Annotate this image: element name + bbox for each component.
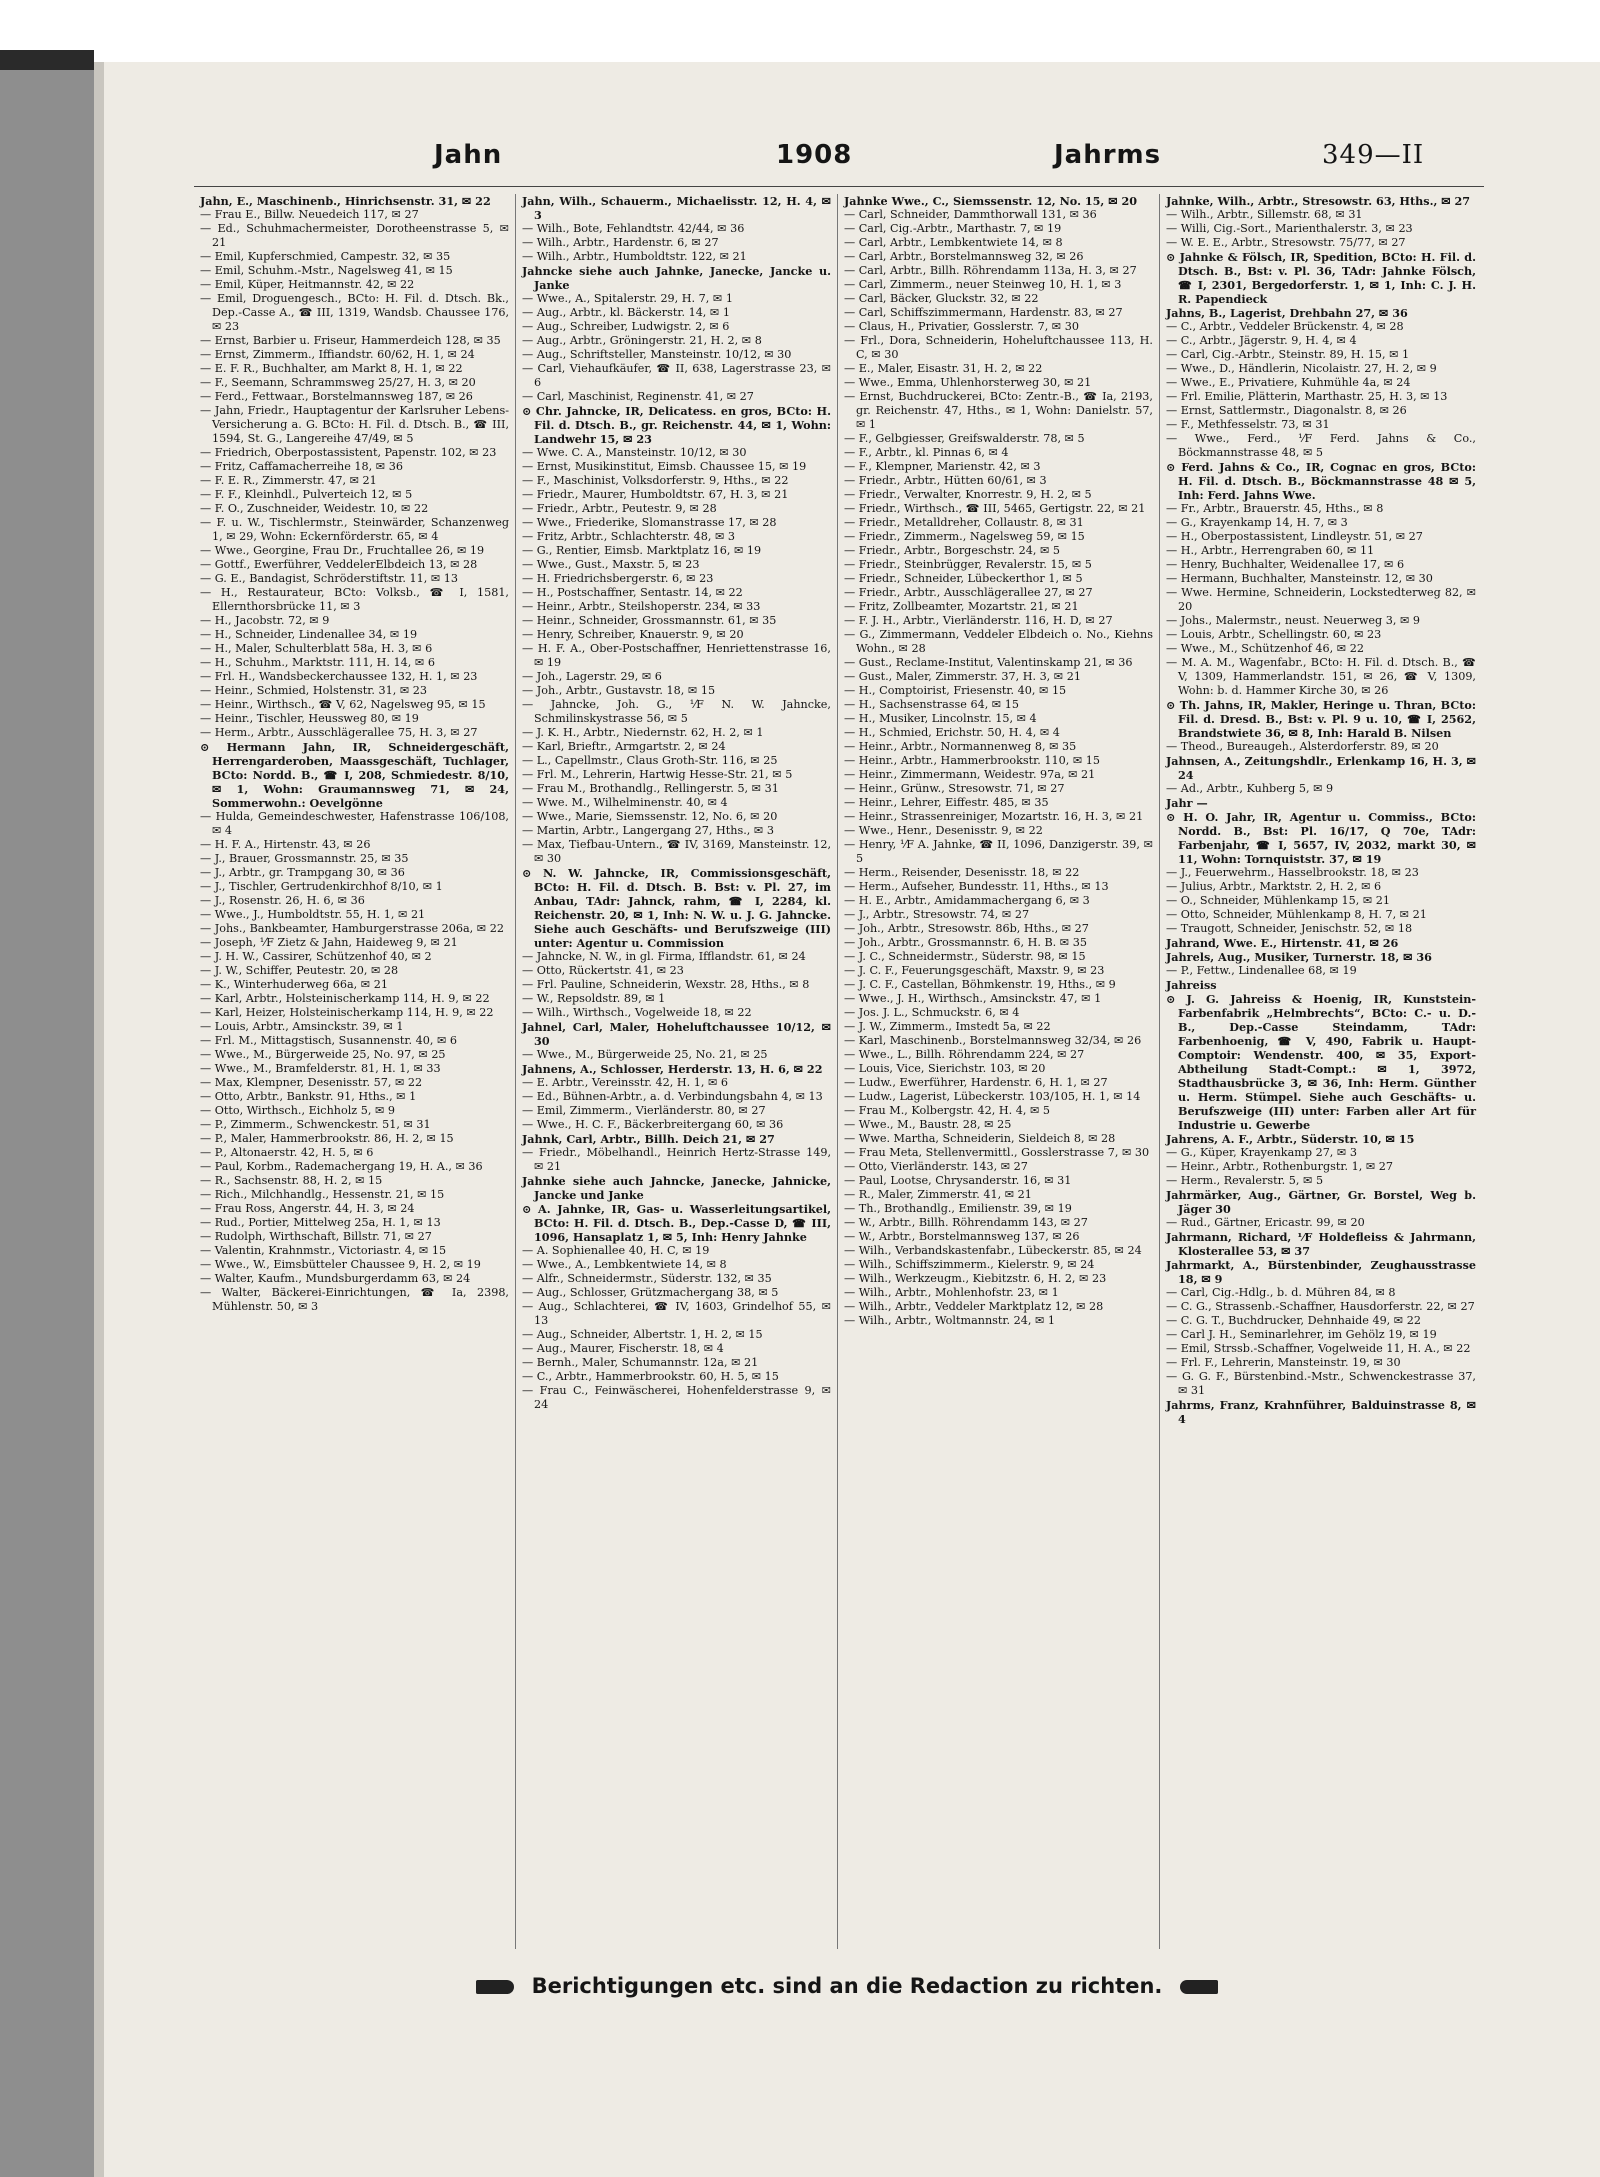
- directory-entry: — Wwe. C. A., Mansteinstr. 10/12, ✉ 30: [522, 446, 747, 459]
- directory-entry: — F., Gelbgiesser, Greifswalderstr. 78, ✉ 5: [844, 432, 1085, 445]
- directory-entry: — Julius, Arbtr., Marktstr. 2, H. 2, ✉ 6: [1166, 880, 1382, 893]
- directory-entry: — Traugott, Schneider, Jenischstr. 52, ✉ 18: [1166, 922, 1413, 935]
- directory-entry: — Max, Klempner, Desenisstr. 57, ✉ 22: [200, 1076, 423, 1089]
- directory-entry: — P., Fettw., Lindenallee 68, ✉ 19: [1166, 964, 1357, 977]
- directory-entry: — A. Sophienallee 40, H. C, ✉ 19: [522, 1244, 710, 1257]
- directory-entry: Jahnens, A., Schlosser, Herderstr. 13, H. 6, ✉ 22: [522, 1062, 823, 1076]
- directory-entry: ⊙ Jahnke & Fölsch, IR, Spedition, BCto: H. Fil. d. Dtsch. B., Bst: v. Pl. 36, TAdr: Jahnke Fölsch, ☎ I, 2301, Bergedorferstr. 1, ✉ 1, Inh: C. J. H. R. Papendieck: [1166, 250, 1476, 306]
- directory-entry: — Wwe., M., Baustr. 28, ✉ 25: [844, 1118, 1012, 1131]
- directory-entry: — Wilh., Arbtr., Woltmannstr. 24, ✉ 1: [844, 1314, 1056, 1327]
- directory-entry: — Fritz, Zollbeamter, Mozartstr. 21, ✉ 21: [844, 600, 1079, 613]
- directory-entry: — J., Rosenstr. 26, H. 6, ✉ 36: [200, 894, 365, 907]
- directory-entry: — W., Repsoldstr. 89, ✉ 1: [522, 992, 666, 1005]
- directory-entry: — Otto, Schneider, Mühlenkamp 8, H. 7, ✉ 21: [1166, 908, 1427, 921]
- directory-entry: — C. G. T., Buchdrucker, Dehnhaide 49, ✉ 22: [1166, 1314, 1421, 1327]
- directory-entry: — Wilh., Arbtr., Veddeler Marktplatz 12, ✉ 28: [844, 1300, 1104, 1313]
- column-3: [838, 194, 1160, 1949]
- directory-entry: — Rud., Portier, Mittelweg 25a, H. 1, ✉ 13: [200, 1216, 441, 1229]
- directory-entry: — W., Arbtr., Borstelmannsweg 137, ✉ 26: [844, 1230, 1080, 1243]
- directory-entry: Jahrand, Wwe. E., Hirtenstr. 41, ✉ 26: [1166, 936, 1399, 950]
- directory-entry: — Karl, Heizer, Holsteinischerkamp 114, H. 9, ✉ 22: [200, 1006, 494, 1019]
- directory-entry: — H. Friedrichsbergerstr. 6, ✉ 23: [522, 572, 714, 585]
- directory-entry: — J., Brauer, Grossmannstr. 25, ✉ 35: [200, 852, 409, 865]
- directory-entry: Jahnke siehe auch Jahncke, Janecke, Jahnicke, Jancke und Janke: [522, 1174, 831, 1202]
- directory-entry: — Wilh., Bote, Fehlandtstr. 42/44, ✉ 36: [522, 222, 745, 235]
- directory-entry: — Karl, Brieftr., Armgartstr. 2, ✉ 24: [522, 740, 726, 753]
- directory-entry: — J. W., Schiffer, Peutestr. 20, ✉ 28: [200, 964, 399, 977]
- directory-entry: — E., Maler, Eisastr. 31, H. 2, ✉ 22: [844, 362, 1043, 375]
- directory-entry: Jahnke Wwe., C., Siemssenstr. 12, No. 15, ✉ 20: [844, 194, 1138, 208]
- directory-entry: — F. O., Zuschneider, Weidestr. 10, ✉ 22: [200, 502, 429, 515]
- directory-entry: — Friedr., Wirthsch., ☎ III, 5465, Gertigstr. 22, ✉ 21: [844, 502, 1146, 515]
- directory-entry: — Frl. F., Lehrerin, Mansteinstr. 19, ✉ 30: [1166, 1356, 1401, 1369]
- directory-entry: — Carl, Viehaufkäufer, ☎ II, 638, Lagerstrasse 23, ✉ 6: [522, 362, 831, 389]
- directory-entry: — Wwe., A., Spitalerstr. 29, H. 7, ✉ 1: [522, 292, 733, 305]
- directory-entry: — Joh., Arbtr., Grossmannstr. 6, H. B. ✉ 35: [844, 936, 1087, 949]
- directory-entry: — J., Feuerwehrm., Hasselbrookstr. 18, ✉ 23: [1166, 866, 1419, 879]
- header-last-name: Jahrms: [1054, 140, 1162, 170]
- directory-entry: — Walter, Bäckerei-Einrichtungen, ☎ Ia, 2398, Mühlenstr. 50, ✉ 3: [200, 1286, 509, 1313]
- directory-entry: — Otto, Wirthsch., Eichholz 5, ✉ 9: [200, 1104, 396, 1117]
- directory-entry: — Claus, H., Privatier, Gosslerstr. 7, ✉ 30: [844, 320, 1079, 333]
- directory-entry: — Ernst, Barbier u. Friseur, Hammerdeich 128, ✉ 35: [200, 334, 501, 347]
- directory-entry: — Frl. M., Lehrerin, Hartwig Hesse-Str. 21, ✉ 5: [522, 768, 793, 781]
- directory-entry: — Theod., Bureaugeh., Alsterdorferstr. 89, ✉ 20: [1166, 740, 1439, 753]
- directory-entry: — H., Sachsenstrasse 64, ✉ 15: [844, 698, 1019, 711]
- directory-entry: — Wilh., Schiffszimmerm., Kielerstr. 9, ✉ 24: [844, 1258, 1095, 1271]
- directory-entry: — H. F. A., Hirtenstr. 43, ✉ 26: [200, 838, 371, 851]
- directory-entry: — Walter, Kaufm., Mundsburgerdamm 63, ✉ 24: [200, 1272, 471, 1285]
- directory-entry: — Friedr., Arbtr., Peutestr. 9, ✉ 28: [522, 502, 717, 515]
- directory-entry: Jahreiss: [1166, 978, 1217, 992]
- directory-entry: — P., Altonaerstr. 42, H. 5, ✉ 6: [200, 1146, 374, 1159]
- directory-entry: — Wwe., Henr., Desenisstr. 9, ✉ 22: [844, 824, 1043, 837]
- directory-entry: — Hulda, Gemeindeschwester, Hafenstrasse 106/108, ✉ 4: [200, 810, 509, 837]
- directory-entry: — Frl. H., Wandsbeckerchaussee 132, H. 1, ✉ 23: [200, 670, 478, 683]
- directory-entry: — F. F., Kleinhdl., Pulverteich 12, ✉ 5: [200, 488, 413, 501]
- directory-entry: — J., Arbtr., Stresowstr. 74, ✉ 27: [844, 908, 1030, 921]
- directory-entry: — Wwe., M., Schützenhof 46, ✉ 22: [1166, 642, 1364, 655]
- directory-entry: Jahn, Wilh., Schauerm., Michaelisstr. 12, H. 4, ✉ 3: [522, 194, 831, 222]
- directory-entry: — Carl, Schiffszimmermann, Hardenstr. 83, ✉ 27: [844, 306, 1123, 319]
- directory-entry: — R., Sachsenstr. 88, H. 2, ✉ 15: [200, 1174, 383, 1187]
- directory-entry: — Heinr., Zimmermann, Weidestr. 97a, ✉ 21: [844, 768, 1096, 781]
- directory-entry: — G. E., Bandagist, Schröderstiftstr. 11, ✉ 13: [200, 572, 459, 585]
- directory-entry: — Friedr., Steinbrügger, Revalerstr. 15, ✉ 5: [844, 558, 1092, 571]
- directory-entry: — Friedr., Arbtr., Hütten 60/61, ✉ 3: [844, 474, 1047, 487]
- directory-entry: — Wwe., Ferd., ⅟F Ferd. Jahns & Co., Böckmannstrasse 48, ✉ 5: [1166, 432, 1476, 459]
- directory-entry: — Aug., Schreiber, Ludwigstr. 2, ✉ 6: [522, 320, 730, 333]
- directory-entry: — J. K. H., Arbtr., Niedernstr. 62, H. 2, ✉ 1: [522, 726, 764, 739]
- directory-entry: — Ludw., Lagerist, Lübeckerstr. 103/105, H. 1, ✉ 14: [844, 1090, 1141, 1103]
- directory-entry: — Carl, Arbtr., Borstelmannsweg 32, ✉ 26: [844, 250, 1084, 263]
- directory-entry: — F., Maschinist, Volksdorferstr. 9, Hths., ✉ 22: [522, 474, 789, 487]
- directory-entry: — Ludw., Ewerführer, Hardenstr. 6, H. 1, ✉ 27: [844, 1076, 1108, 1089]
- directory-entry: — Joh., Arbtr., Gustavstr. 18, ✉ 15: [522, 684, 716, 697]
- directory-entry: — C. G., Strassenb.-Schaffner, Hausdorferstr. 22, ✉ 27: [1166, 1300, 1475, 1313]
- directory-entry: — Frl. M., Mittagstisch, Susannenstr. 40, ✉ 6: [200, 1034, 458, 1047]
- directory-entry: — Wilh., Arbtr., Humboldtstr. 122, ✉ 21: [522, 250, 747, 263]
- column-4: [1160, 194, 1482, 1949]
- pointing-hand-right-icon: [1180, 1980, 1218, 1994]
- directory-entry: — Carl, Arbtr., Lembkentwiete 14, ✉ 8: [844, 236, 1063, 249]
- directory-entry: — H., Postschaffner, Sentastr. 14, ✉ 22: [522, 586, 743, 599]
- directory-entry: Jahrmarkt, A., Bürstenbinder, Zeughausstrasse 18, ✉ 9: [1166, 1258, 1476, 1286]
- directory-entry: — H., Maler, Schulterblatt 58a, H. 3, ✉ 6: [200, 642, 433, 655]
- directory-entry: — Alfr., Schneidermstr., Süderstr. 132, ✉ 35: [522, 1272, 772, 1285]
- directory-entry: — Wwe., J. H., Wirthsch., Amsinckstr. 47, ✉ 1: [844, 992, 1102, 1005]
- directory-entry: — Frau E., Billw. Neuedeich 117, ✉ 27: [200, 208, 419, 221]
- footer-text: Berichtigungen etc. sind an die Redaction zu richten.: [531, 1974, 1163, 1998]
- directory-entry: — K., Winterhuderweg 66a, ✉ 21: [200, 978, 388, 991]
- column-1: [194, 194, 516, 1949]
- directory-entry: ⊙ Hermann Jahn, IR, Schneidergeschäft, Herrengarderoben, Maassgeschäft, Tuchlager, BCto: Nordd. B., ☎ I, 208, Schmiedestr. 8/10, ✉ 1, Wohn: Graumannsweg 71, ✉ 24, Sommerwohn.: Oevelgönne: [200, 740, 509, 810]
- directory-entry: — Carl, Maschinist, Reginenstr. 41, ✉ 27: [522, 390, 754, 403]
- directory-entry: — Emil, Schuhm.-Mstr., Nagelsweg 41, ✉ 15: [200, 264, 453, 277]
- directory-entry: — Friedrich, Oberpostassistent, Papenstr. 102, ✉ 23: [200, 446, 497, 459]
- directory-entry: — Wwe., J., Humboldtstr. 55, H. 1, ✉ 21: [200, 908, 426, 921]
- directory-entry: — Fritz, Caffamacherreihe 18, ✉ 36: [200, 460, 403, 473]
- directory-entry: Jahrels, Aug., Musiker, Turnerstr. 18, ✉ 36: [1166, 950, 1432, 964]
- directory-entry: — Valentin, Krahnmstr., Victoriastr. 4, ✉ 15: [200, 1244, 447, 1257]
- directory-entry: — Jahncke, N. W., in gl. Firma, Ifflandstr. 61, ✉ 24: [522, 950, 806, 963]
- directory-entry: — Rich., Milchhandlg., Hessenstr. 21, ✉ 15: [200, 1188, 445, 1201]
- directory-entry: — Wwe., Georgine, Frau Dr., Fruchtallee 26, ✉ 19: [200, 544, 485, 557]
- directory-entry: — W., Arbtr., Billh. Röhrendamm 143, ✉ 27: [844, 1216, 1088, 1229]
- directory-entry: — F. u. W., Tischlermstr., Steinwärder, Schanzenweg 1, ✉ 29, Wohn: Eckernförderstr. 65, ✉ 4: [200, 516, 509, 543]
- directory-entry: — Ernst, Buchdruckerei, BCto: Zentr.-B., ☎ Ia, 2193, gr. Reichenstr. 47, Hths., ✉ 1, Wohn: Danielstr. 57, ✉ 1: [844, 390, 1153, 431]
- directory-entry: — Wilh., Arbtr., Mohlenhofstr. 23, ✉ 1: [844, 1286, 1059, 1299]
- directory-entry: — Otto, Rückertstr. 41, ✉ 23: [522, 964, 684, 977]
- directory-entry: — F. J. H., Arbtr., Vierländerstr. 116, H. D, ✉ 27: [844, 614, 1113, 627]
- directory-entry: — Johs., Bankbeamter, Hamburgerstrasse 206a, ✉ 22: [200, 922, 504, 935]
- directory-entry: — Ed., Schuhmachermeister, Dorotheenstrasse 5, ✉ 21: [200, 222, 509, 249]
- directory-entry: ⊙ N. W. Jahncke, IR, Commissionsgeschäft, BCto: H. Fil. d. Dtsch. B. Bst: v. Pl. 27, im Anbau, TAdr: Jahnck, rahm, ☎ I, 2284, kl. Reichenstr. 20, ✉ 1, Inh: N. W. u. J. G. Jahncke. Siehe auch Geschäfts- und Berufszweige (III) unter: Agentur u. Commission: [522, 866, 831, 950]
- directory-entry: — Ed., Bühnen-Arbtr., a. d. Verbindungsbahn 4, ✉ 13: [522, 1090, 823, 1103]
- page-spine: [94, 62, 104, 2177]
- directory-entry: — W. E. E., Arbtr., Stresowstr. 75/77, ✉ 27: [1166, 236, 1406, 249]
- directory-entry: — Jahncke, Joh. G., ⅟F N. W. Jahncke, Schmilinskystrasse 56, ✉ 5: [522, 698, 831, 725]
- columns-container: [194, 194, 1484, 1949]
- directory-entry: — Rudolph, Wirthschaft, Billstr. 71, ✉ 27: [200, 1230, 432, 1243]
- directory-entry: — Karl, Maschinenb., Borstelmannsweg 32/34, ✉ 26: [844, 1034, 1142, 1047]
- directory-entry: — Paul, Korbm., Rademachergang 19, H. A., ✉ 36: [200, 1160, 483, 1173]
- directory-entry: ⊙ A. Jahnke, IR, Gas- u. Wasserleitungsartikel, BCto: H. Fil. d. Dtsch. B., Dep.-Casse D, ☎ III, 1096, Hansaplatz 1, ✉ 5, Inh: Henry Jahnke: [522, 1202, 831, 1244]
- directory-entry: — Carl, Cig.-Arbtr., Marthastr. 7, ✉ 19: [844, 222, 1062, 235]
- directory-entry: — Frl., Dora, Schneiderin, Hoheluftchaussee 113, H. C, ✉ 30: [844, 334, 1153, 361]
- directory-entry: — Carl J. H., Seminarlehrer, im Gehölz 19, ✉ 19: [1166, 1328, 1437, 1341]
- directory-entry: — Frau M., Brothandlg., Rellingerstr. 5, ✉ 31: [522, 782, 779, 795]
- directory-entry: — Heinr., Lehrer, Eiffestr. 485, ✉ 35: [844, 796, 1049, 809]
- directory-entry: — P., Zimmerm., Schwenckestr. 51, ✉ 31: [200, 1118, 431, 1131]
- directory-entry: Jahn, E., Maschinenb., Hinrichsenstr. 31, ✉ 22: [200, 194, 491, 208]
- directory-entry: — L., Capellmstr., Claus Groth-Str. 116, ✉ 25: [522, 754, 778, 767]
- directory-entry: — H., Restaurateur, BCto: Volksb., ☎ I, 1581, Ellernthorsbrücke 11, ✉ 3: [200, 586, 509, 613]
- directory-entry: — Heinr., Arbtr., Normannenweg 8, ✉ 35: [844, 740, 1077, 753]
- directory-entry: — Bernh., Maler, Schumannstr. 12a, ✉ 21: [522, 1356, 759, 1369]
- directory-entry: — Herm., Arbtr., Ausschlägerallee 75, H. 3, ✉ 27: [200, 726, 478, 739]
- directory-entry: — Aug., Schlosser, Grützmachergang 38, ✉ 5: [522, 1286, 779, 1299]
- directory-entry: — G., Rentier, Eimsb. Marktplatz 16, ✉ 19: [522, 544, 762, 557]
- directory-entry: — M. A. M., Wagenfabr., BCto: H. Fil. d. Dtsch. B., ☎ V, 1309, Hammerlandstr. 151, ✉ 26, ☎ V, 1309, Wohn: b. d. Hammer Kirche 30, ✉ 26: [1166, 656, 1476, 697]
- directory-entry: — Heinr., Arbtr., Steilshoperstr. 234, ✉ 33: [522, 600, 761, 613]
- directory-entry: — Joh., Arbtr., Stresowstr. 86b, Hths., ✉ 27: [844, 922, 1089, 935]
- directory-entry: — Aug., Schneider, Albertstr. 1, H. 2, ✉ 15: [522, 1328, 763, 1341]
- directory-entry: — Friedr., Zimmerm., Nagelsweg 59, ✉ 15: [844, 530, 1085, 543]
- directory-entry: — Wwe., Emma, Uhlenhorsterweg 30, ✉ 21: [844, 376, 1092, 389]
- directory-entry: — Carl, Zimmerm., neuer Steinweg 10, H. 1, ✉ 3: [844, 278, 1122, 291]
- directory-entry: — Wilh., Arbtr., Sillemstr. 68, ✉ 31: [1166, 208, 1363, 221]
- directory-entry: — Heinr., Arbtr., Hammerbrookstr. 110, ✉ 15: [844, 754, 1101, 767]
- directory-entry: — Wwe., L., Billh. Röhrendamm 224, ✉ 27: [844, 1048, 1085, 1061]
- directory-entry: — H. E., Arbtr., Amidammachergang 6, ✉ 3: [844, 894, 1090, 907]
- directory-entry: — Emil, Küper, Heitmannstr. 42, ✉ 22: [200, 278, 415, 291]
- directory-entry: — Wwe., E., Privatiere, Kuhmühle 4a, ✉ 24: [1166, 376, 1411, 389]
- directory-entry: — Wilh., Arbtr., Hardenstr. 6, ✉ 27: [522, 236, 719, 249]
- directory-entry: — Heinr., Wirthsch., ☎ V, 62, Nagelsweg 95, ✉ 15: [200, 698, 486, 711]
- directory-entry: — Frl. Emilie, Plätterin, Marthastr. 25, H. 3, ✉ 13: [1166, 390, 1448, 403]
- directory-entry: — C., Arbtr., Jägerstr. 9, H. 4, ✉ 4: [1166, 334, 1357, 347]
- directory-entry: — E. F. R., Buchhalter, am Markt 8, H. 1, ✉ 22: [200, 362, 463, 375]
- scan-top-margin: [0, 0, 1600, 62]
- directory-entry: — Gottf., Ewerführer, VeddelerElbdeich 13, ✉ 28: [200, 558, 478, 571]
- directory-entry: ⊙ Ferd. Jahns & Co., IR, Cognac en gros, BCto: H. Fil. d. Dtsch. B., Böckmannstrasse 48 ✉ 5, Inh: Ferd. Jahns Wwe.: [1166, 460, 1476, 502]
- column-2: [516, 194, 838, 1949]
- directory-entry: — J. W., Zimmerm., Imstedt 5a, ✉ 22: [844, 1020, 1051, 1033]
- directory-entry: — O., Schneider, Mühlenkamp 15, ✉ 21: [1166, 894, 1391, 907]
- directory-entry: — Joh., Lagerstr. 29, ✉ 6: [522, 670, 662, 683]
- directory-entry: — Carl, Cig.-Arbtr., Steinstr. 89, H. 15, ✉ 1: [1166, 348, 1410, 361]
- directory-entry: — Wwe., A., Lembkentwiete 14, ✉ 8: [522, 1258, 727, 1271]
- directory-entry: Jahrmärker, Aug., Gärtner, Gr. Borstel, Weg b. Jäger 30: [1166, 1188, 1476, 1216]
- directory-entry: — Max, Tiefbau-Untern., ☎ IV, 3169, Mansteinstr. 12, ✉ 30: [522, 838, 831, 865]
- directory-entry: — Heinr., Schmied, Holstenstr. 31, ✉ 23: [200, 684, 428, 697]
- directory-entry: — Wwe., M., Bürgerweide 25, No. 21, ✉ 25: [522, 1048, 768, 1061]
- directory-entry: — G., Krayenkamp 14, H. 7, ✉ 3: [1166, 516, 1348, 529]
- page-footer: [94, 1974, 1600, 1998]
- directory-entry: — Henry, Schreiber, Knauerstr. 9, ✉ 20: [522, 628, 744, 641]
- directory-entry: — Louis, Arbtr., Amsinckstr. 39, ✉ 1: [200, 1020, 404, 1033]
- directory-entry: — C., Arbtr., Veddeler Brückenstr. 4, ✉ 28: [1166, 320, 1404, 333]
- directory-entry: — Wilh., Wirthsch., Vogelweide 18, ✉ 22: [522, 1006, 752, 1019]
- directory-entry: — Wwe. Martha, Schneiderin, Sieldeich 8, ✉ 28: [844, 1132, 1116, 1145]
- directory-entry: — Heinr., Grünw., Stresowstr. 71, ✉ 27: [844, 782, 1065, 795]
- directory-entry: — Aug., Maurer, Fischerstr. 18, ✉ 4: [522, 1342, 724, 1355]
- directory-entry: — J., Tischler, Gertrudenkirchhof 8/10, ✉ 1: [200, 880, 443, 893]
- directory-entry: Jahnel, Carl, Maler, Hoheluftchaussee 10/12, ✉ 30: [522, 1020, 831, 1048]
- directory-entry: — Emil, Kupferschmied, Campestr. 32, ✉ 35: [200, 250, 451, 263]
- directory-entry: — Louis, Arbtr., Schellingstr. 60, ✉ 23: [1166, 628, 1382, 641]
- directory-entry: — Johs., Malermstr., neust. Neuerweg 3, ✉ 9: [1166, 614, 1421, 627]
- directory-entry: — Emil, Strssb.-Schaffner, Vogelweide 11, H. A., ✉ 22: [1166, 1342, 1471, 1355]
- directory-entry: — Friedr., Arbtr., Borgeschstr. 24, ✉ 5: [844, 544, 1061, 557]
- directory-entry: — Aug., Schlachterei, ☎ IV, 1603, Grindelhof 55, ✉ 13: [522, 1300, 831, 1327]
- directory-entry: — Frau C., Feinwäscherei, Hohenfelderstrasse 9, ✉ 24: [522, 1384, 831, 1411]
- header-year: 1908: [776, 140, 853, 170]
- directory-entry: Jahrms, Franz, Krahnführer, Balduinstrasse 8, ✉ 4: [1166, 1398, 1476, 1426]
- directory-entry: — Emil, Zimmerm., Vierländerstr. 80, ✉ 27: [522, 1104, 766, 1117]
- directory-entry: — Hermann, Buchhalter, Mansteinstr. 12, ✉ 30: [1166, 572, 1433, 585]
- directory-entry: — Gust., Reclame-Institut, Valentinskamp 21, ✉ 36: [844, 656, 1133, 669]
- directory-entry: — Friedr., Verwalter, Knorrestr. 9, H. 2, ✉ 5: [844, 488, 1092, 501]
- directory-entry: — Wwe., Friederike, Slomanstrasse 17, ✉ 28: [522, 516, 777, 529]
- directory-entry: — Aug., Arbtr., Gröningerstr. 21, H. 2, ✉ 8: [522, 334, 762, 347]
- directory-entry: ⊙ Chr. Jahncke, IR, Delicatess. en gros, BCto: H. Fil. d. Dtsch. B., gr. Reichenstr. 44, ✉ 1, Wohn: Landwehr 15, ✉ 23: [522, 404, 831, 446]
- directory-entry: — G. G. F., Bürstenbind.-Mstr., Schwenckestrasse 37, ✉ 31: [1166, 1370, 1476, 1397]
- directory-entry: Jahnsen, A., Zeitungshdlr., Erlenkamp 16, H. 3, ✉ 24: [1166, 754, 1476, 782]
- directory-entry: — Friedr., Schneider, Lübeckerthor 1, ✉ 5: [844, 572, 1083, 585]
- directory-entry: — Otto, Vierländerstr. 143, ✉ 27: [844, 1160, 1028, 1173]
- directory-entry: — Aug., Schriftsteller, Mansteinstr. 10/12, ✉ 30: [522, 348, 792, 361]
- directory-entry: — Otto, Arbtr., Bankstr. 91, Hths., ✉ 1: [200, 1090, 417, 1103]
- directory-entry: — Herm., Reisender, Desenisstr. 18, ✉ 22: [844, 866, 1080, 879]
- directory-entry: — Martin, Arbtr., Langergang 27, Hths., ✉ 3: [522, 824, 774, 837]
- directory-entry: — F., Arbtr., kl. Pinnas 6, ✉ 4: [844, 446, 1009, 459]
- directory-entry: — H., Oberpostassistent, Lindleystr. 51, ✉ 27: [1166, 530, 1423, 543]
- directory-entry: Jahncke siehe auch Jahnke, Janecke, Jancke u. Janke: [522, 264, 831, 292]
- directory-entry: Jahrens, A. F., Arbtr., Süderstr. 10, ✉ 15: [1166, 1132, 1415, 1146]
- directory-entry: — Heinr., Tischler, Heussweg 80, ✉ 19: [200, 712, 419, 725]
- directory-entry: — Th., Brothandlg., Emilienstr. 39, ✉ 19: [844, 1202, 1072, 1215]
- directory-entry: — Wwe., M., Bürgerweide 25, No. 97, ✉ 25: [200, 1048, 446, 1061]
- directory-entry: — Gust., Maler, Zimmerstr. 37, H. 3, ✉ 21: [844, 670, 1081, 683]
- directory-entry: Jahrmann, Richard, ⅟F Holdefleiss & Jahrmann, Klosterallee 53, ✉ 37: [1166, 1230, 1476, 1258]
- directory-entry: — H., Schuhm., Marktstr. 111, H. 14, ✉ 6: [200, 656, 435, 669]
- directory-entry: — G., Küper, Krayenkamp 27, ✉ 3: [1166, 1146, 1357, 1159]
- directory-entry: — Carl, Bäcker, Gluckstr. 32, ✉ 22: [844, 292, 1039, 305]
- directory-entry: — Herm., Aufseher, Bundesstr. 11, Hths., ✉ 13: [844, 880, 1109, 893]
- directory-entry: — Wwe., H. C. F., Bäckerbreitergang 60, ✉ 36: [522, 1118, 784, 1131]
- directory-entry: — F. E. R., Zimmerstr. 47, ✉ 21: [200, 474, 377, 487]
- directory-entry: — Friedr., Möbelhandl., Heinrich Hertz-Strasse 149, ✉ 21: [522, 1146, 831, 1173]
- directory-entry: — Wwe., W., Eimsbütteler Chaussee 9, H. 2, ✉ 19: [200, 1258, 481, 1271]
- directory-entry: — Aug., Arbtr., kl. Bäckerstr. 14, ✉ 1: [522, 306, 730, 319]
- directory-entry: — Heinr., Strassenreiniger, Mozartstr. 16, H. 3, ✉ 21: [844, 810, 1144, 823]
- directory-entry: — Friedr., Maurer, Humboldtstr. 67, H. 3, ✉ 21: [522, 488, 789, 501]
- directory-entry: — F., Klempner, Marienstr. 42, ✉ 3: [844, 460, 1041, 473]
- page-header: [94, 140, 1600, 180]
- directory-entry: — J., Arbtr., gr. Trampgang 30, ✉ 36: [200, 866, 405, 879]
- directory-entry: — Jahn, Friedr., Hauptagentur der Karlsruher Lebens-Versicherung a. G. BCto: H. Fil. d. Dtsch. B., ☎ III, 1594, St. G., Langereihe 47/49, ✉ 5: [200, 404, 509, 445]
- page-number: 349—II: [1322, 140, 1425, 170]
- directory-entry: — Fritz, Arbtr., Schlachterstr. 48, ✉ 3: [522, 530, 735, 543]
- directory-entry: — Louis, Vice, Sierichstr. 103, ✉ 20: [844, 1062, 1046, 1075]
- directory-entry: — Friedr., Metalldreher, Collaustr. 8, ✉ 31: [844, 516, 1084, 529]
- directory-entry: — Wwe., Marie, Siemssenstr. 12, No. 6, ✉ 20: [522, 810, 778, 823]
- directory-entry: — Ernst, Zimmerm., Iffiandstr. 60/62, H. 1, ✉ 24: [200, 348, 475, 361]
- directory-entry: — C., Arbtr., Hammerbrookstr. 60, H. 5, ✉ 15: [522, 1370, 779, 1383]
- directory-entry: — Jos. J. L., Schmuckstr. 6, ✉ 4: [844, 1006, 1020, 1019]
- directory-entry: — J. H. W., Cassirer, Schützenhof 40, ✉ 2: [200, 950, 432, 963]
- directory-entry: — Heinr., Schneider, Grossmannstr. 61, ✉ 35: [522, 614, 777, 627]
- directory-entry: — Carl, Schneider, Dammthorwall 131, ✉ 36: [844, 208, 1097, 221]
- directory-entry: — Frau Meta, Stellenvermittl., Gosslerstrasse 7, ✉ 30: [844, 1146, 1150, 1159]
- directory-entry: — G., Zimmermann, Veddeler Elbdeich o. No., Kiehns Wohn., ✉ 28: [844, 628, 1153, 655]
- directory-entry: — R., Maler, Zimmerstr. 41, ✉ 21: [844, 1188, 1032, 1201]
- directory-entry: — H., Arbtr., Herrengraben 60, ✉ 11: [1166, 544, 1375, 557]
- directory-entry: — Heinr., Arbtr., Rothenburgstr. 1, ✉ 27: [1166, 1160, 1393, 1173]
- directory-entry: — Karl, Arbtr., Holsteinischerkamp 114, H. 9, ✉ 22: [200, 992, 490, 1005]
- directory-entry: — Carl, Cig.-Hdlg., b. d. Mühren 84, ✉ 8: [1166, 1286, 1396, 1299]
- directory-entry: — Emil, Droguengesch., BCto: H. Fil. d. Dtsch. Bk., Dep.-Casse A., ☎ III, 1319, Wandsb. Chaussee 176, ✉ 23: [200, 292, 509, 333]
- directory-entry: — Wilh., Verbandskastenfabr., Lübeckerstr. 85, ✉ 24: [844, 1244, 1142, 1257]
- directory-entry: ⊙ Th. Jahns, IR, Makler, Heringe u. Thran, BCto: Fil. d. Dresd. B., Bst: v. Pl. 9 u. 10, ☎ I, 2562, Brandstwiete 36, ✉ 8, Inh: Harald B. Nilsen: [1166, 698, 1476, 740]
- directory-entry: — Frau Ross, Angerstr. 44, H. 3, ✉ 24: [200, 1202, 415, 1215]
- directory-entry: — Frl. Pauline, Schneiderin, Wexstr. 28, Hths., ✉ 8: [522, 978, 810, 991]
- directory-entry: — Carl, Arbtr., Billh. Röhrendamm 113a, H. 3, ✉ 27: [844, 264, 1137, 277]
- directory-entry: — P., Maler, Hammerbrookstr. 86, H. 2, ✉ 15: [200, 1132, 454, 1145]
- directory-entry: — Ad., Arbtr., Kuhberg 5, ✉ 9: [1166, 782, 1334, 795]
- directory-entry: — Willi, Cig.-Sort., Marienthalerstr. 3, ✉ 23: [1166, 222, 1413, 235]
- directory-entry: — J. C., Schneidermstr., Süderstr. 98, ✉ 15: [844, 950, 1086, 963]
- directory-entry: — Herm., Revalerstr. 5, ✉ 5: [1166, 1174, 1324, 1187]
- directory-entry: — H., Comptoirist, Friesenstr. 40, ✉ 15: [844, 684, 1067, 697]
- directory-entry: — H., Jacobstr. 72, ✉ 9: [200, 614, 330, 627]
- directory-entry: — J. C. F., Feuerungsgeschäft, Maxstr. 9, ✉ 23: [844, 964, 1105, 977]
- directory-entry: — Ernst, Sattlermstr., Diagonalstr. 8, ✉ 26: [1166, 404, 1407, 417]
- directory-page: [94, 62, 1600, 2177]
- directory-entry: — F., Methfesselstr. 73, ✉ 31: [1166, 418, 1330, 431]
- directory-entry: — Wwe. Hermine, Schneiderin, Lockstedterweg 82, ✉ 20: [1166, 586, 1476, 613]
- directory-entry: — Joseph, ⅟F Zietz & Jahn, Haideweg 9, ✉ 21: [200, 936, 458, 949]
- directory-entry: — Wwe., D., Händlerin, Nicolaistr. 27, H. 2, ✉ 9: [1166, 362, 1437, 375]
- directory-entry: — H., Musiker, Lincolnstr. 15, ✉ 4: [844, 712, 1037, 725]
- directory-entry: Jahr —: [1166, 796, 1208, 810]
- scan-edge-shadow: [0, 50, 94, 70]
- directory-entry: — Frau M., Kolbergstr. 42, H. 4, ✉ 5: [844, 1104, 1051, 1117]
- directory-entry: Jahnk, Carl, Arbtr., Billh. Deich 21, ✉ 27: [522, 1132, 775, 1146]
- directory-entry: — F., Seemann, Schrammsweg 25/27, H. 3, ✉ 20: [200, 376, 476, 389]
- header-first-name: Jahn: [434, 140, 503, 170]
- directory-entry: — Ernst, Musikinstitut, Eimsb. Chaussee 15, ✉ 19: [522, 460, 807, 473]
- header-rule: [194, 186, 1484, 187]
- directory-entry: ⊙ H. O. Jahr, IR, Agentur u. Commiss., BCto: Nordd. B., Bst: Pl. 16/17, Q 70e, TAdr: Farbenjahr, ☎ I, 5657, IV, 2032, markt 30, ✉ 11, Wohn: Tornquiststr. 37, ✉ 19: [1166, 810, 1476, 866]
- directory-entry: Jahns, B., Lagerist, Drehbahn 27, ✉ 36: [1166, 306, 1408, 320]
- directory-entry: — J. C. F., Castellan, Böhmkenstr. 19, Hths., ✉ 9: [844, 978, 1116, 991]
- directory-entry: — Paul, Lootse, Chrysanderstr. 16, ✉ 31: [844, 1174, 1072, 1187]
- pointing-hand-left-icon: [476, 1980, 514, 1994]
- directory-entry: — H. F. A., Ober-Postschaffner, Henriettenstrasse 16, ✉ 19: [522, 642, 831, 669]
- directory-entry: — Fr., Arbtr., Brauerstr. 45, Hths., ✉ 8: [1166, 502, 1384, 515]
- directory-entry: Jahnke, Wilh., Arbtr., Stresowstr. 63, Hths., ✉ 27: [1166, 194, 1471, 208]
- directory-entry: — E. Arbtr., Vereinsstr. 42, H. 1, ✉ 6: [522, 1076, 729, 1089]
- directory-entry: — Rud., Gärtner, Ericastr. 99, ✉ 20: [1166, 1216, 1365, 1229]
- directory-entry: — Wwe. M., Wilhelminenstr. 40, ✉ 4: [522, 796, 728, 809]
- directory-entry: — Friedr., Arbtr., Ausschlägerallee 27, ✉ 27: [844, 586, 1093, 599]
- directory-entry: — Henry, ⅟F A. Jahnke, ☎ II, 1096, Danzigerstr. 39, ✉ 5: [844, 838, 1153, 865]
- directory-entry: — Ferd., Fettwaar., Borstelmannsweg 187, ✉ 26: [200, 390, 473, 403]
- directory-entry: — Wwe., Gust., Maxstr. 5, ✉ 23: [522, 558, 700, 571]
- directory-entry: ⊙ J. G. Jahreiss & Hoenig, IR, Kunststein-Farbenfabrik „Helmbrechts“, BCto: C.- u. D.-B., Dep.-Casse Steindamm, TAdr: Farbenhoenig, ☎ V, 490, Fabrik u. Haupt-Comptoir: Wendenstr. 400, ✉ 35, Export-Abtheilung Stadt-Compt.: ✉ 1, 3972, Stadthausbrücke 3, ✉ 36, Inh: Herm. Günther u. Herm. Stümpel. Siehe auch Geschäfts- u. Berufszweige (III) unter: Farben aller Art für Industrie u. Gewerbe: [1166, 992, 1476, 1132]
- directory-entry: — Wwe., M., Bramfelderstr. 81, H. 1, ✉ 33: [200, 1062, 441, 1075]
- directory-entry: — H., Schmied, Erichstr. 50, H. 4, ✉ 4: [844, 726, 1060, 739]
- directory-entry: — Henry, Buchhalter, Weidenallee 17, ✉ 6: [1166, 558, 1405, 571]
- directory-entry: — H., Schneider, Lindenallee 34, ✉ 19: [200, 628, 418, 641]
- directory-entry: — Wilh., Werkzeugm., Kiebitzstr. 6, H. 2, ✉ 23: [844, 1272, 1107, 1285]
